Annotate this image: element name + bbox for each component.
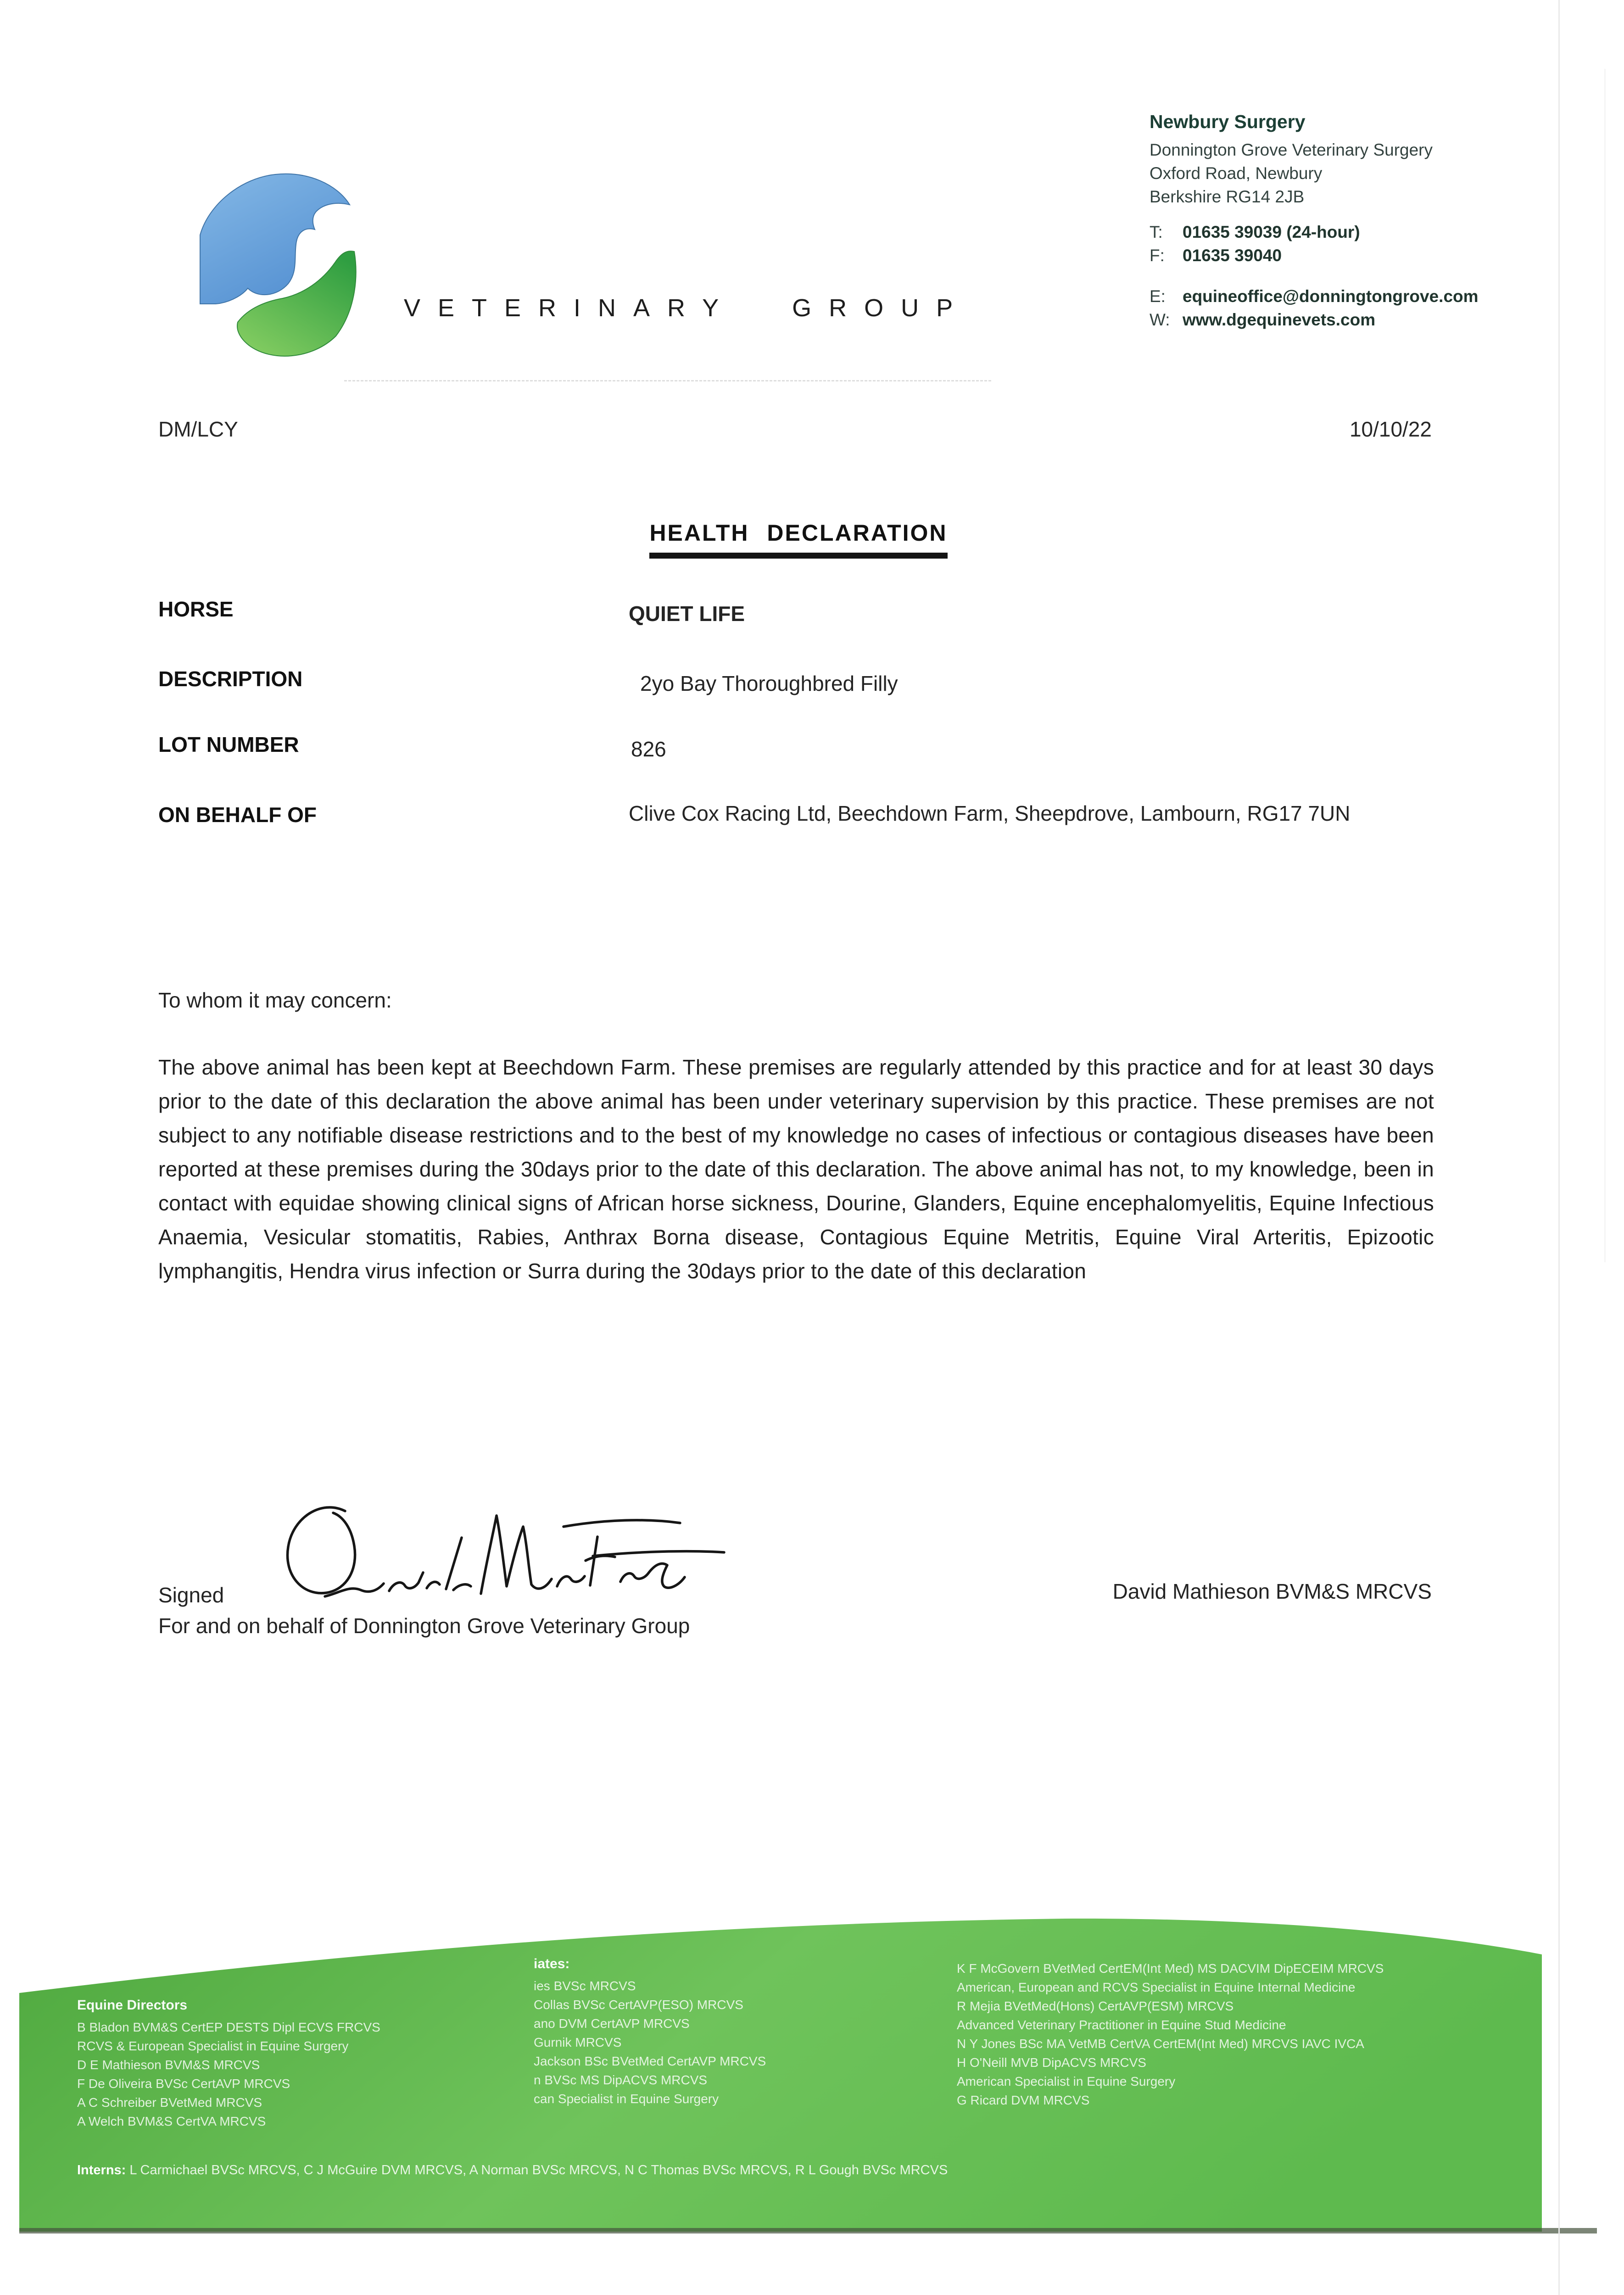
detail-value-lot-number: 826 bbox=[631, 737, 666, 761]
detail-label-description: DESCRIPTION bbox=[158, 667, 303, 691]
signed-label: Signed bbox=[158, 1583, 224, 1607]
fax-label: F: bbox=[1150, 246, 1165, 265]
web-label: W: bbox=[1150, 310, 1170, 329]
directors-heading: Equine Directors bbox=[77, 1998, 188, 2013]
footer-interns-row bbox=[77, 2163, 948, 2178]
director-line: A Welch BVM&S CertVA MRCVS bbox=[77, 2114, 266, 2128]
detail-value-horse: QUIET LIFE bbox=[629, 602, 745, 626]
associate-line: Jackson BSc BVetMed CertAVP MRCVS bbox=[534, 2054, 766, 2068]
director-line: B Bladon BVM&S CertEP DESTS Dipl ECVS FRCVS bbox=[77, 2020, 380, 2034]
detail-value-description: 2yo Bay Thoroughbred Filly bbox=[640, 672, 898, 695]
detail-label-lot-number: LOT NUMBER bbox=[158, 733, 299, 756]
specialist-line: American Specialist in Equine Surgery bbox=[957, 2074, 1176, 2088]
declaration-body: The above animal has been kept at Beechdown Farm. These premises are regularly attended by this practice and for at least 30 days prior to the date of this declaration the above animal has been under veterinary supervision by this practice. These premises are not subject to any notifiable disease restrictions and to the best of my knowledge no cases of infectious or contagious diseases have been reported at these premises during the 30days prior to the date of this declaration. The above animal has not, to my knowledge, been in contact with equidae showing clinical signs of African horse sickness, Dourine, Glanders, Equine encephalomyelitis, Equine Infectious Anaemia, Vesicular stomatitis, Rabies, Anthrax Borna disease, Contagious Equine Metritis, Equine Viral Arteritis, Epizootic lymphangitis, Hendra virus infection or Surra during the 30days prior to the date of this declaration bbox=[158, 1055, 1434, 1283]
address-line: Berkshire RG14 2JB bbox=[1150, 187, 1305, 206]
associate-line: Collas BVSc CertAVP(ESO) MRCVS bbox=[534, 1998, 743, 2012]
scan-artifact-line bbox=[1558, 0, 1560, 2295]
phone-label: T: bbox=[1150, 223, 1163, 241]
veterinary-group-logo-icon bbox=[184, 161, 367, 363]
specialist-line: N Y Jones BSc MA VetMB CertVA CertEM(Int Med) MRCVS IAVC IVCA bbox=[957, 2037, 1364, 2051]
footer-specialists-column bbox=[957, 1959, 1384, 2110]
director-line: D E Mathieson BVM&S MRCVS bbox=[77, 2058, 260, 2072]
behalf-line: For and on behalf of Donnington Grove Veterinary Group bbox=[158, 1614, 690, 1638]
footer-bottom-edge-line bbox=[19, 2228, 1597, 2233]
fax-value: 01635 39040 bbox=[1183, 246, 1282, 265]
page-title: HEALTH DECLARATION bbox=[649, 520, 947, 559]
associate-line: ano DVM CertAVP MRCVS bbox=[534, 2016, 690, 2031]
footer-directors-column bbox=[77, 1996, 380, 2131]
specialist-line: R Mejia BVetMed(Hons) CertAVP(ESM) MRCVS bbox=[957, 1999, 1234, 2013]
web-row bbox=[1150, 308, 1563, 331]
detail-value-on-behalf-of: Clive Cox Racing Ltd, Beechdown Farm, Sheepdrove, Lambourn, RG17 7UN bbox=[629, 801, 1351, 825]
address-line: Oxford Road, Newbury bbox=[1150, 164, 1323, 183]
detail-label-horse: HORSE bbox=[158, 597, 234, 621]
handwritten-signature bbox=[271, 1483, 730, 1625]
specialist-line: Advanced Veterinary Practitioner in Equine Stud Medicine bbox=[957, 2018, 1286, 2032]
salutation: To whom it may concern: bbox=[158, 988, 392, 1012]
reference-initials: DM/LCY bbox=[158, 417, 238, 441]
director-line: RCVS & European Specialist in Equine Surgery bbox=[77, 2039, 349, 2053]
phone-row bbox=[1150, 220, 1563, 244]
letter-date: 10/10/22 bbox=[1349, 417, 1432, 441]
associate-line: can Specialist in Equine Surgery bbox=[534, 2092, 719, 2106]
associate-line: Gurnik MRCVS bbox=[534, 2035, 622, 2049]
detail-label-on-behalf-of: ON BEHALF OF bbox=[158, 803, 317, 827]
specialist-line: H O'Neill MVB DipACVS MRCVS bbox=[957, 2055, 1146, 2070]
director-line: A C Schreiber BVetMed MRCVS bbox=[77, 2095, 262, 2110]
email-value: equineoffice@donningtongrove.com bbox=[1183, 287, 1479, 306]
faded-scan-line bbox=[344, 380, 991, 381]
fax-row bbox=[1150, 244, 1563, 267]
director-line: F De Oliveira BVSc CertAVP MRCVS bbox=[77, 2077, 290, 2091]
specialist-line: American, European and RCVS Specialist in Equine Internal Medicine bbox=[957, 1980, 1356, 1994]
associates-heading: iates: bbox=[534, 1956, 570, 1971]
email-label: E: bbox=[1150, 287, 1166, 306]
interns-heading: Interns: bbox=[77, 2163, 126, 2177]
contact-block bbox=[1150, 110, 1563, 331]
surgery-name: Newbury Surgery bbox=[1150, 111, 1306, 132]
phone-value: 01635 39039 (24-hour) bbox=[1183, 223, 1360, 241]
address-line: Donnington Grove Veterinary Surgery bbox=[1150, 140, 1433, 159]
specialist-line: G Ricard DVM MRCVS bbox=[957, 2093, 1090, 2107]
logo-wordmark: VETERINARY GROUP bbox=[404, 294, 971, 322]
title-row bbox=[156, 520, 1441, 559]
specialist-line: K F McGovern BVetMed CertEM(Int Med) MS DACVIM DipECEIM MRCVS bbox=[957, 1961, 1384, 1976]
footer-associates-column bbox=[534, 1954, 766, 2108]
web-value: www.dgequinevets.com bbox=[1183, 310, 1376, 329]
email-row bbox=[1150, 285, 1563, 308]
signatory-name: David Mathieson BVM&S MRCVS bbox=[1112, 1579, 1432, 1603]
scan-artifact-line bbox=[1604, 69, 1606, 1262]
associate-line: ies BVSc MRCVS bbox=[534, 1979, 636, 1993]
interns-names: L Carmichael BVSc MRCVS, C J McGuire DVM MRCVS, A Norman BVSc MRCVS, N C Thomas BVSc MRCVS, R L Gough BVSc MRCVS bbox=[129, 2163, 948, 2177]
associate-line: n BVSc MS DipACVS MRCVS bbox=[534, 2073, 708, 2087]
